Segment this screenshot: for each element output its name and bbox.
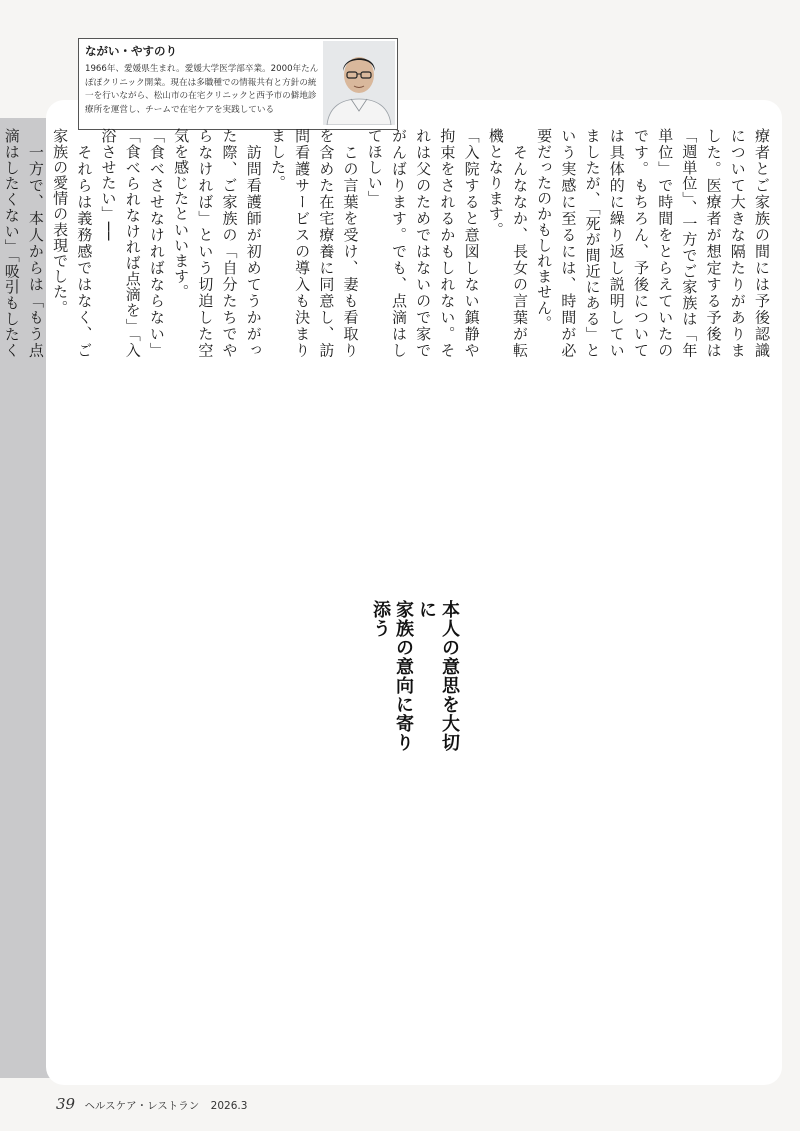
author-bio: 1966年、愛媛県生まれ。愛媛大学医学部卒業。2000年たんぽぽクリニック開業。現在は多職種での情報共有と方針の統一を行いながら、松山市の在宅クリニックと西予市の僻地診療所を運営し、チームで在宅ケアを実践している: [85, 64, 319, 115]
author-profile-box: [78, 38, 398, 130]
author-photo: [323, 41, 395, 125]
page-number: 39: [56, 1095, 76, 1113]
issue-date: 2026.3: [210, 1100, 248, 1112]
section-heading: 本人の意思を大切に 家族の意向に寄り添う: [413, 600, 461, 770]
page-footer: [56, 1095, 247, 1113]
author-name: ながい・やすのり: [85, 44, 177, 58]
author-portrait-icon: [323, 41, 395, 125]
column-top: 療者とご家族の間には予後認識について大きな隔たりがありました。医療者が想定する予後は「週単位」、一方でご家族は「年単位」で時間をとらえていたのです。もちろん、予後については具体的に繰り返し説明していましたが、「死が間近にある」という実感に至るには、時間が必要だったのかもしれません。 そんななか、長女の言葉が転機となります。 「入院すると意図しない鎮静や拘束をされるかもしれない。それは父のためではないので家でがんばります。でも、点滴はしてほしい」 この言葉を受け、妻も看取りを含めた在宅療養に同意し、訪問看護サービスの導入も決まりました。 訪問看護師が初めてうかがった際、ご家族の「自分たちでやらなければ」という切迫した空気を感じたといいます。 「食べさせなければならない」「食べられなければ点滴を」「入浴させたい」── それらは義務感ではなく、ご家族の愛情の表現でした。 一方で、本人からは「もう点滴はしたくない」「吸引もしたく: [2, 128, 771, 358]
magazine-name: ヘルスケア・レストラン: [84, 1100, 200, 1112]
